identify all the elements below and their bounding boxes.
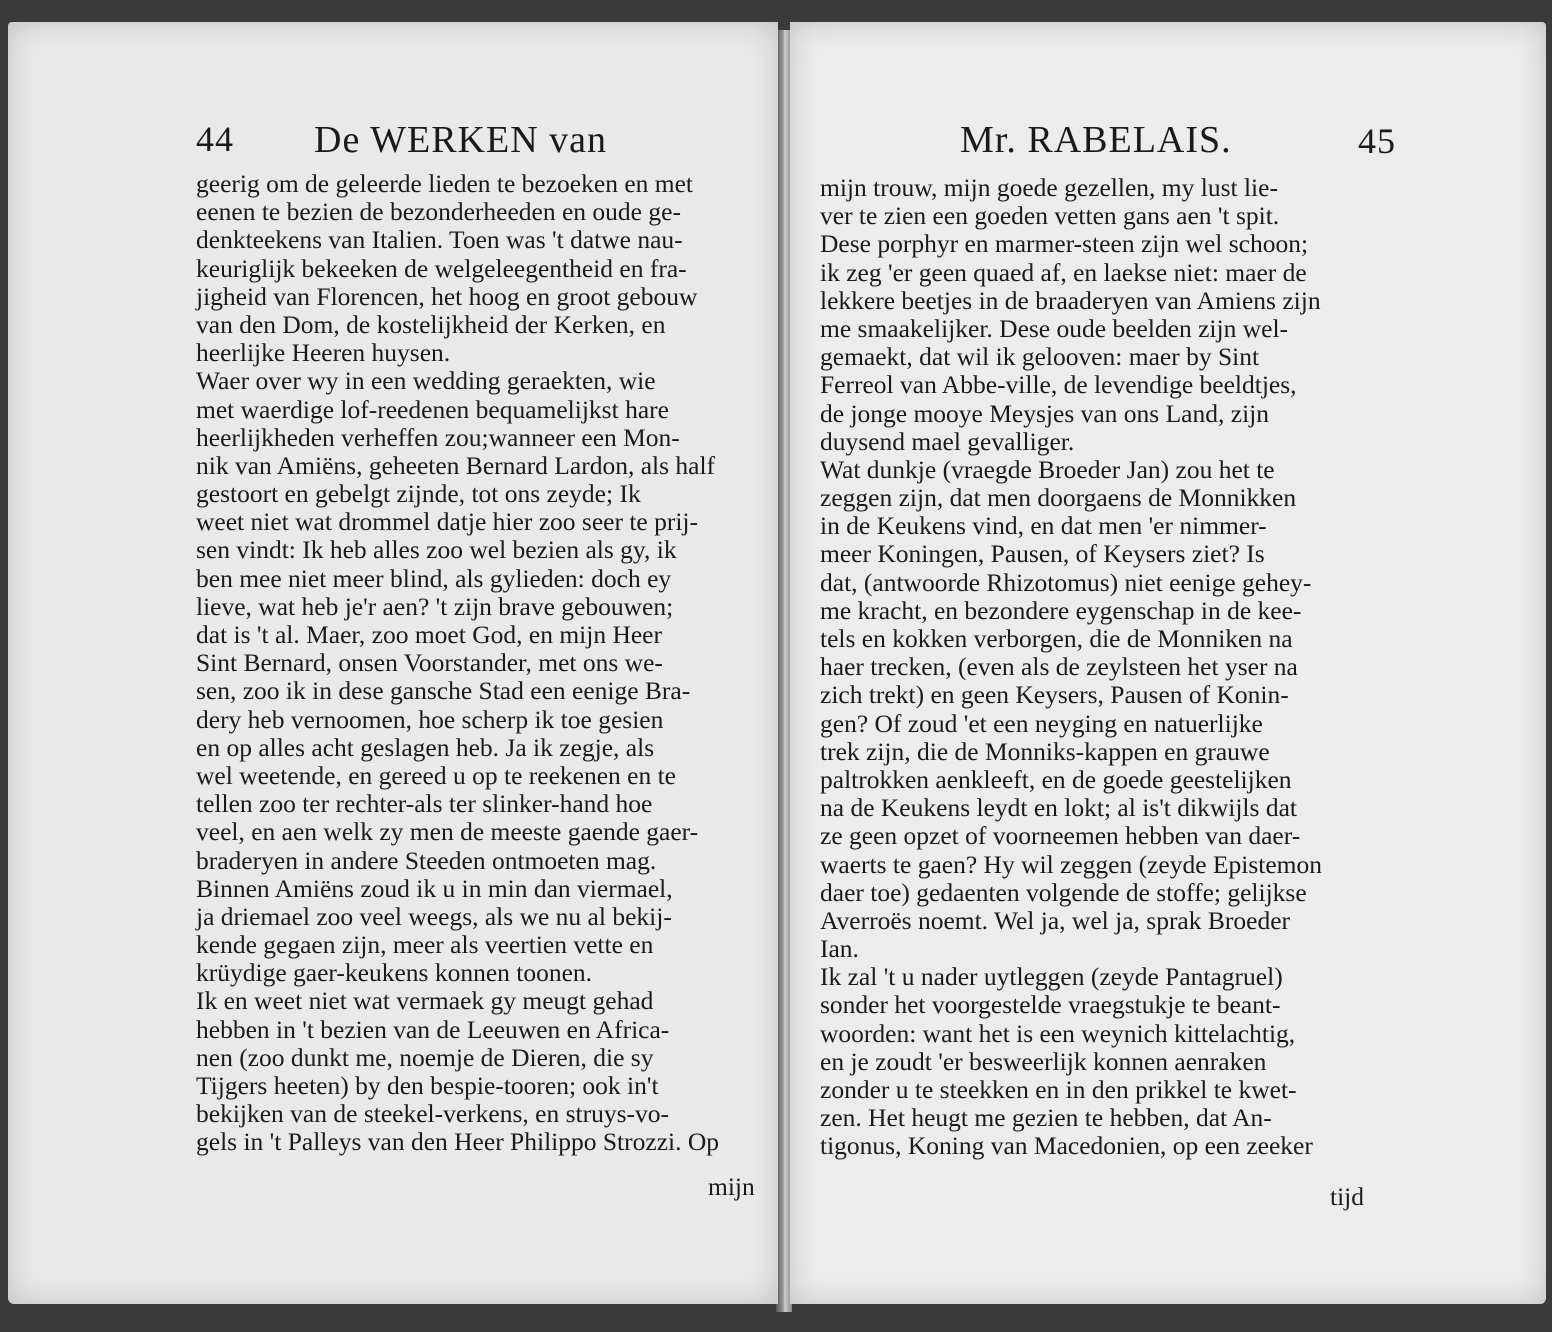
text-line: weet niet wat drommel datje hier zoo seer te prij- — [196, 507, 699, 537]
text-line: veel, en aen welk zy men de meeste gaende gaer- — [196, 817, 699, 847]
text-line: dat, (antwoorde Rhizotomus) niet eenige gehey- — [820, 567, 1312, 597]
right-page-number: 45 — [1358, 121, 1396, 161]
text-line: ben mee niet meer blind, als gylieden: doch ey — [196, 563, 672, 593]
text-line: Wat dunkje (vraegde Broeder Jan) zou het te — [820, 454, 1275, 484]
text-line: daer toe) gedaenten volgende de stoffe; gelijkse — [820, 877, 1307, 907]
text-line: na de Keukens leydt en lokt; al is't dikwijls dat — [820, 793, 1297, 823]
right-running-title: Mr. RABELAIS. — [960, 119, 1232, 161]
text-line: gels in 't Palleys van den Heer Philippo Strozzi. Op — [196, 1127, 720, 1157]
text-line: waerts te gaen? Hy wil zeggen (zeyde Epistemon — [820, 849, 1323, 879]
text-line: met waerdige lof-reedenen bequamelijkst hare — [196, 394, 669, 424]
text-line: denkteekens van Italien. Toen was 't datwe nau- — [196, 225, 683, 255]
text-line: wel weetende, en gereed u op te reekenen en te — [196, 760, 676, 790]
text-line: Ik zal 't u nader uytleggen (zeyde Pantagruel) — [820, 962, 1283, 992]
text-line: gestoort en gebelgt zijnde, tot ons zeyde; Ik — [196, 479, 641, 509]
text-line: sen vindt: Ik heb alles zoo wel bezien als gy, ik — [196, 535, 677, 565]
text-line: in de Keukens vind, en dat men 'er nimmer- — [820, 511, 1267, 541]
text-line: Ian. — [820, 934, 859, 964]
left-body-text — [196, 170, 756, 1157]
text-line: ja driemael zoo veel weegs, als we nu al bekij- — [196, 901, 672, 931]
text-line: zen. Het heugt me gezien te hebben, dat An- — [820, 1103, 1272, 1133]
text-line: gen? Of zoud 'et een neyging en natuerlijke — [820, 708, 1263, 738]
text-line: Ferreol van Abbe-ville, de levendige beeldtjes, — [820, 370, 1297, 400]
text-line: Waer over wy in een wedding geraekten, wie — [196, 366, 656, 396]
text-line: nik van Amiëns, geheeten Bernard Lardon, als half — [196, 450, 716, 480]
text-line: trek zijn, die de Monniks-kappen en grauwe — [820, 736, 1270, 766]
text-line: keuriglijk bekeeken de welgeleegentheid en fra- — [196, 253, 687, 283]
text-line: sen, zoo ik in dese gansche Stad een eenige Bra- — [196, 676, 691, 706]
text-line: lieve, wat heb je'r aen? 't zijn brave gebouwen; — [196, 591, 674, 621]
text-line: tels en kokken verborgen, die de Monniken na — [820, 624, 1293, 653]
text-line: haer trecken, (even als de zeylsteen het yser na — [820, 652, 1298, 682]
text-line: de jonge mooye Meysjes van ons Land, zijn — [820, 398, 1269, 428]
text-line: bekijken van de steekel-verkens, en struys-vo- — [196, 1099, 670, 1129]
left-catchword: mijn — [708, 1172, 755, 1201]
text-line: duysend mael gevalliger. — [820, 426, 1075, 456]
text-line: Averroës noemt. Wel ja, wel ja, sprak Broeder — [820, 905, 1291, 935]
text-line: dat is 't al. Maer, zoo moet God, en mijn Heer — [196, 620, 662, 649]
text-line: hebben in 't bezien van de Leeuwen en Africa- — [196, 1014, 670, 1044]
right-body-text — [820, 174, 1390, 1161]
text-line: zich trekt) en geen Keysers, Pausen of Konin- — [820, 680, 1289, 710]
text-line: paltrokken aenkleeft, en de goede geestelijken — [820, 764, 1292, 794]
text-line: ze geen opzet of voorneemen hebben van daer- — [820, 821, 1301, 851]
text-line: kende gegaen zijn, meer als veertien vette en — [196, 930, 654, 960]
text-line: braderyen in andere Steeden ontmoeten mag. — [196, 845, 657, 875]
text-line: Tijgers heeten) by den bespie-tooren; ook in't — [196, 1071, 659, 1100]
text-line: sonder het voorgestelde vraegstukje te beant- — [820, 990, 1281, 1020]
text-line: en op alles acht geslagen heb. Ja ik zegje, als — [196, 732, 655, 762]
text-line: meer Koningen, Pausen, of Keysers ziet? Is — [820, 539, 1265, 569]
text-line: Sint Bernard, onsen Voorstander, met ons we- — [196, 648, 663, 678]
text-line: mijn trouw, mijn goede gezellen, my lust lie- — [820, 173, 1278, 202]
text-line: gemaekt, dat wil ik gelooven: maer by Sint — [820, 342, 1260, 372]
text-line: ver te zien een goeden vetten gans aen 't spit. — [820, 201, 1280, 231]
text-line: Ik en weet niet wat vermaek gy meugt gehad — [196, 986, 654, 1016]
text-line: woorden: want het is een weynich kittelachtig, — [820, 1018, 1296, 1048]
text-line: heerlijkheden verheffen zou;wanneer een Mon- — [196, 422, 680, 452]
text-line: geerig om de geleerde lieden te bezoeken en met — [196, 169, 694, 198]
text-line: Dese porphyr en marmer-steen zijn wel schoon; — [820, 229, 1309, 259]
text-line: Binnen Amiëns zoud ik u in min dan viermael, — [196, 873, 673, 903]
text-line: lekkere beetjes in de braaderyen van Amiens zijn — [820, 285, 1321, 315]
text-line: me smaakelijker. Dese oude beelden zijn wel- — [820, 313, 1289, 343]
right-running-head — [820, 118, 1520, 166]
text-line: krüydige gaer-keukens konnen toonen. — [196, 958, 593, 988]
text-line: nen (zoo dunkt me, noemje de Dieren, die sy — [196, 1042, 654, 1072]
text-line: tellen zoo ter rechter-als ter slinker-hand hoe — [196, 789, 653, 819]
left-page — [8, 22, 778, 1304]
text-line: en je zoudt 'er besweerlijk konnen aenraken — [820, 1046, 1267, 1076]
left-running-title: De WERKEN van — [314, 119, 608, 161]
text-line: dery heb vernoomen, hoe scherp ik toe gesien — [196, 704, 664, 734]
text-line: van den Dom, de kostelijkheid der Kerken, en — [196, 309, 666, 339]
text-line: zeggen zijn, dat men doorgaens de Monnikken — [820, 483, 1297, 513]
text-line: heerlijke Heeren huysen. — [196, 338, 451, 368]
right-catchword: tijd — [1330, 1182, 1365, 1211]
text-line: jigheid van Florencen, het hoog en groot gebouw — [196, 281, 698, 311]
text-line: eenen te bezien de bezonderheeden en oude ge- — [196, 197, 681, 227]
text-line: tigonus, Koning van Macedonien, op een zeeker — [820, 1131, 1313, 1161]
left-running-head — [196, 118, 756, 166]
left-page-number: 44 — [196, 119, 234, 159]
text-line: ik zeg 'er geen quaed af, en laekse niet: maer de — [820, 257, 1307, 287]
right-page — [790, 22, 1546, 1304]
text-line: zonder u te steekken en in den prikkel te kwet- — [820, 1075, 1297, 1104]
text-line: me kracht, en bezondere eygenschap in de kee- — [820, 595, 1302, 625]
